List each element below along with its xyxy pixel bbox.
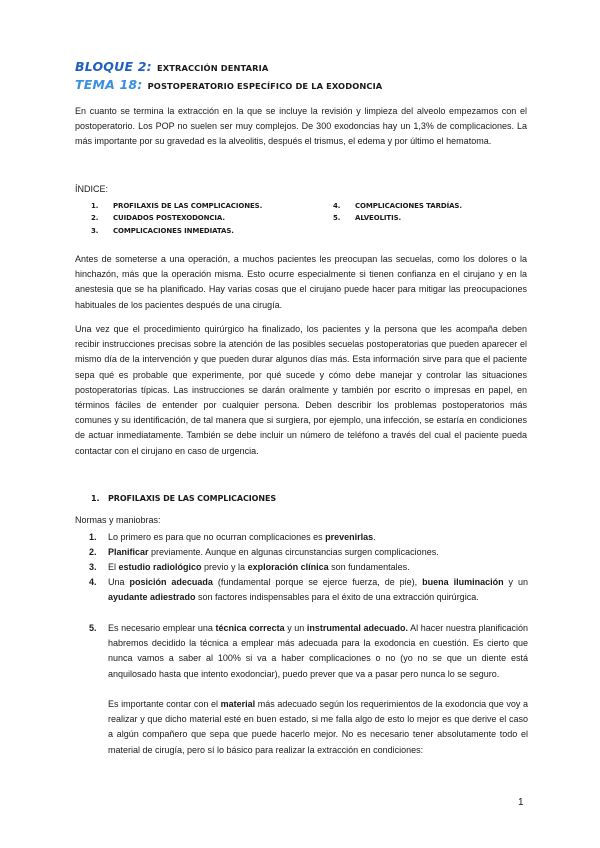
index-item [91, 214, 225, 222]
emphasis: posición adecuada [129, 577, 213, 587]
list-item: 3. El estudio radiológico previo y la exploración clínica son fundamentales. [108, 560, 528, 575]
tema-title: POSTOPERATORIO ESPECÍFICO DE LA EXODONCIA [147, 81, 383, 91]
index-item-number: 3. [91, 227, 99, 235]
emphasis: estudio radiológico [118, 562, 202, 572]
normas-label: Normas y maniobras: [75, 515, 161, 525]
emphasis: instrumental adecuado. [306, 623, 409, 633]
index-item-label: PROFILAXIS DE LAS COMPLICACIONES. [113, 202, 263, 210]
body-paragraph: Una vez que el procedimiento quirúrgico ha finalizado, los pacientes y la persona que les acompaña deben recibir instrucciones precisas sobre la atención de las posibles secuelas postoperatorias que pueden aparecer el mismo día de la intervención y que pueden durar algunos días más. Esta información sirve para que el paciente sepa qué es probable que experimente, por qué sucede y cómo debe manejar y controlar las situaciones postoperatorias típicas. Las instrucciones se darán oralmente y también por escrito o impresas en papel, en términos fáciles de entender por cualquier persona. Deben describir los problemas postoperatorios más comunes y su identificación, de tal manera que si surgiera, por ejemplo, una infección, se estaría en condiciones de actuar inmediatamente. También se debe incluir un número de teléfono a través del cual el paciente pueda contactar con el cirujano en caso de urgencia. [75, 324, 527, 456]
index-item [333, 202, 462, 210]
index-item-label: COMPLICACIONES TARDÍAS. [355, 202, 462, 210]
index-item-number: 4. [333, 202, 341, 210]
list-item: 2. Planificar previamente. Aunque en algunas circunstancias surgen complicaciones. [108, 545, 528, 560]
list-item-number: 4. [89, 577, 97, 587]
section-heading [91, 494, 276, 503]
section-title: PROFILAXIS DE LAS COMPLICACIONES [108, 494, 276, 503]
bloque-title: EXTRACCIÓN DENTARIA [156, 63, 269, 73]
index-item-number: 2. [91, 214, 99, 222]
intro-paragraph: En cuanto se termina la extracción en la que se incluye la revisión y limpieza del alveolo empezamos con el postoperatorio. Los POP no suelen ser muy complejos. De 300 exodoncias hay un 1,3% de complicaciones. La más importante por su gravedad es la alveolitis, después el trismus, el edema y por último el hematoma. [75, 106, 527, 147]
index-item-number: 1. [91, 202, 99, 210]
list-item: 1. Lo primero es para que no ocurran complicaciones es prevenirlas. [108, 530, 528, 545]
emphasis: técnica correcta [215, 623, 285, 633]
emphasis: ayudante adiestrado [108, 592, 196, 603]
bloque-label: BLOQUE 2: [75, 59, 152, 74]
list-item: 4. Una posición adecuada (fundamental porque se ejerce fuerza, de pie), buena iluminación y un ayudante adiestrado son factores indispensables para el éxito de una extracción quirúrgica. [89, 577, 528, 603]
index-item-label: COMPLICACIONES INMEDIATAS. [113, 227, 234, 235]
tema-heading [75, 74, 382, 93]
tema-label: TEMA 18: [75, 77, 143, 92]
index-title: ÍNDICE: [75, 184, 109, 194]
emphasis: material [220, 699, 256, 709]
emphasis: buena iluminación [422, 577, 504, 587]
bloque-heading [75, 56, 268, 75]
section-number: 1. [91, 494, 100, 503]
index-item-label: ALVEOLITIS. [355, 214, 402, 222]
index-item-label: CUIDADOS POSTEXODONCIA. [113, 214, 225, 222]
index-item [91, 202, 262, 210]
list-item-number: 2. [89, 547, 97, 557]
list-item-number: 1. [89, 532, 97, 542]
page-number: 1 [518, 797, 524, 808]
body-paragraph: Antes de someterse a una operación, a muchos pacientes les preocupan las secuelas, como los dolores o la hinchazón, más que la operación misma. Esto ocurre especialmente si tienen confianza en el cirujano y en la anestesia que se ha planificado. Hay varias cosas que el cirujano puede hacer para mitigar las preocupaciones habituales de los pacientes después de una cirugía. [75, 254, 527, 310]
index-item-number: 5. [333, 214, 341, 222]
emphasis: Planificar [108, 547, 149, 557]
list-item-continuation: Es importante contar con el material más adecuado según los requerimientos de la exodoncia que voy a realizar y que dicho material esté en buen estado, si me falla algo de esto lo mejor es que derive el caso a algún compañero que sepa que puede hacerlo mejor. No es necesario tener absolutamente todo el material de cirugía, pero sí lo básico para realizar la extracción en condiciones: [108, 699, 528, 755]
list-item-number: 5. [89, 623, 97, 633]
emphasis: prevenirlas [325, 532, 374, 542]
index-item [333, 214, 401, 222]
list-item: 5. Es necesario emplear una técnica correcta y un instrumental adecuado. Al hacer nuestra planificación habremos decidido la técnica a emplear más adecuada para la exodoncia en cuestión. Es cierto que nunca vamos a saber al 100% si va a haber complicaciones o no (yo no se que un diente está anquilosado hasta que intento exodonciar), puedo prever que va a pasar pero nunca lo se seguro. [89, 623, 528, 679]
list-item-number: 3. [89, 562, 97, 572]
index-item [91, 227, 234, 235]
emphasis: exploración clínica [247, 562, 329, 572]
